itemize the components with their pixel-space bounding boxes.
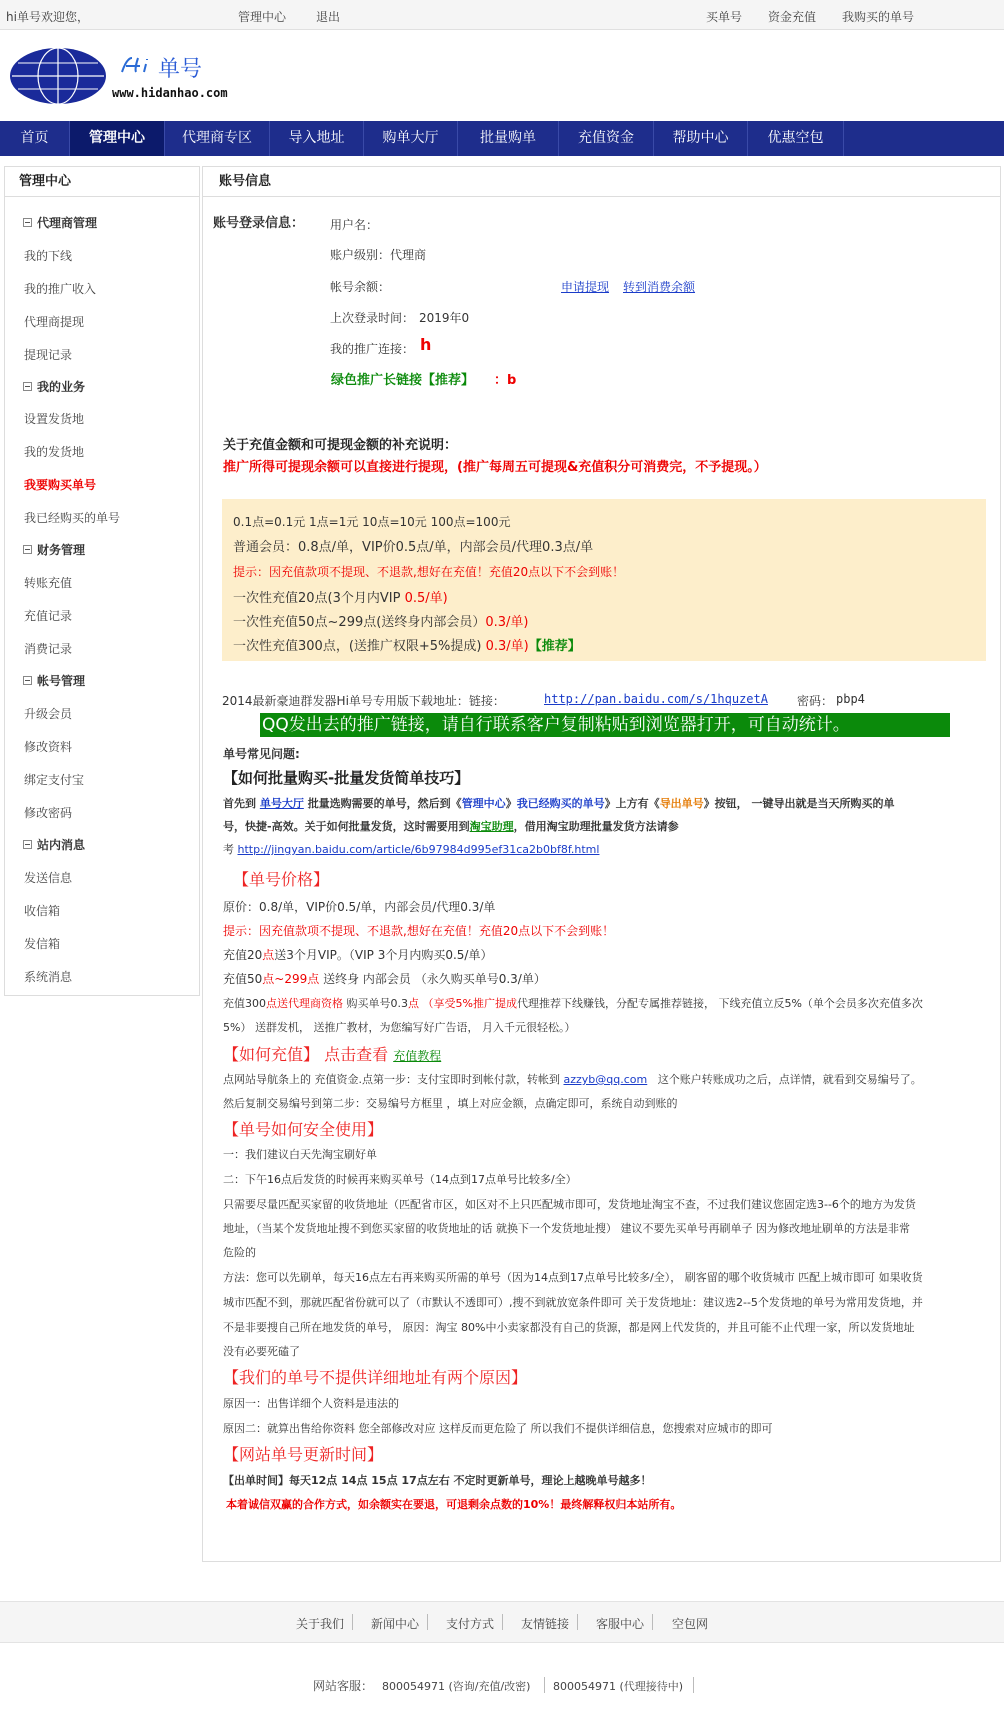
sidebar-group-business[interactable]: 我的业务 [23, 378, 85, 395]
nav-recharge[interactable]: 充值资金 [559, 121, 654, 156]
sidebar-item-promo-income[interactable]: 我的推广收入 [24, 282, 97, 296]
main-title: 账号信息 [203, 167, 1000, 197]
safe-line-1: 一：我们建议白天先淘宝刷好单 [223, 1148, 377, 1161]
safe-line-7: 城市匹配不到，那就匹配省份就可以了（市默认不透即可）,搜不到就放宽条件即可 关于发货地址：建议选2--5个发货地的单号为常用发货地，并 [223, 1296, 923, 1309]
sidebar-item-send-message[interactable]: 发送信息 [24, 871, 73, 885]
tier-20: 一次性充值20点(3个月内VIP 0.5/单) [233, 591, 448, 606]
level-label: 账户级别： [330, 248, 391, 262]
level-value: 代理商 [390, 248, 427, 262]
member-prices: 普通会员：0.8点/单，VIP价0.5点/单，内部会员/代理0.3点/单 [233, 540, 594, 555]
sidebar-item-recharge-record[interactable]: 充值记录 [24, 609, 73, 623]
sidebar [4, 166, 200, 996]
safe-title: 【单号如何安全使用】 [223, 1120, 384, 1139]
nav-bulk-buy[interactable]: 批量购单 [458, 121, 559, 156]
sidebar-group-account[interactable]: 帐号管理 [23, 672, 85, 689]
top-link-logout[interactable]: 退出 [316, 10, 341, 24]
password-value: pbp4 [836, 692, 865, 706]
promo-link-value[interactable]: h [420, 335, 432, 354]
last-login-value: 2019年0 [419, 311, 470, 325]
recharge-title: 【如何充值】 点击查看 充值教程 [223, 1045, 442, 1064]
sidebar-item-buy-number[interactable]: 我要购买单号 [24, 478, 97, 492]
collapse-icon [23, 676, 32, 685]
sidebar-item-system-message[interactable]: 系统消息 [24, 970, 73, 984]
price-line-5: 充值300点送代理商资格 购买单号0.3点 （享受5%推广提成代理推荐下线赚钱，分配专属推荐链接， 下线充值立反5%（单个会员多次充值多次 [223, 997, 923, 1010]
price-title: 【单号价格】 [233, 870, 330, 889]
recharge-line-2: 然后复制交易编号到第二步：交易编号方框里 ，填上对应金额，点确定即可，系统自动到账的 [223, 1097, 678, 1110]
username-label: 用户名： [330, 218, 379, 232]
qq-promo-banner: QQ发出去的推广链接，请自行联系客户复制粘贴到浏览器打开，可自动统计。 [260, 713, 950, 737]
nav-empty-package[interactable]: 优惠空包 [748, 121, 844, 156]
download-link[interactable]: http://pan.baidu.com/s/1hquzetA [544, 692, 768, 706]
sidebar-item-bought-numbers[interactable]: 我已经购买的单号 [24, 511, 121, 525]
howto-line-2: 号，快捷-高效。关于如何批量发货，这时需要用到淘宝助理，借用淘宝助理批量发货方法请参 [223, 820, 679, 833]
recharge-note-red: 推广所得可提现余额可以直接进行提现，(推广每周五可提现&充值积分可消费完，不予提现。） [223, 460, 767, 475]
footer-divider [544, 1677, 545, 1693]
footer-links [0, 1601, 1004, 1643]
alipay-email[interactable]: azzyb@qq.com [563, 1073, 648, 1086]
recharge-line-1: 点网站导航条上的 充值资金.点第一步：支付宝即时到帐付款，转帐到 azzyb@qq.com 这个账户转账成功之后，点详情，就看到交易编号了。 [223, 1073, 922, 1086]
tier-300: 一次性充值300点，(送推广权限+5%提成) 0.3/单)【推荐】 [233, 639, 581, 654]
buy-hall-link[interactable]: 单号大厅 [259, 797, 304, 810]
tier-50: 一次性充值50点~299点(送终身内部会员）0.3/单) [233, 615, 529, 630]
howto-line-3: 考 http://jingyan.baidu.com/article/6b97984d995ef31ca2b0bf8f.html [223, 843, 600, 856]
sidebar-group-messages[interactable]: 站内消息 [23, 836, 85, 853]
transfer-balance-link[interactable]: 转到消费余额 [623, 280, 696, 294]
sidebar-item-edit-profile[interactable]: 修改资料 [24, 740, 73, 754]
sidebar-item-transfer-recharge[interactable]: 转账充值 [24, 576, 73, 590]
sidebar-item-upgrade[interactable]: 升级会员 [24, 707, 73, 721]
sidebar-item-agent-withdraw[interactable]: 代理商提现 [24, 315, 85, 329]
update-line-1: 【出单时间】每天12点 14点 15点 17点左右 不定时更新单号，理论上越晚单号越多！ [223, 1474, 652, 1487]
price-line-2: 提示：因充值款项不提现、不退款,想好在充值！充值20点以下不会到账！ [223, 924, 615, 938]
collapse-icon [23, 840, 32, 849]
nav-buy-hall[interactable]: 购单大厅 [364, 121, 458, 156]
collapse-icon [23, 218, 32, 227]
footer-payment[interactable]: 支付方式 [446, 1617, 495, 1631]
footer-divider [577, 1614, 578, 1630]
site-logo[interactable] [8, 44, 268, 110]
last-login-label: 上次登录时间： [330, 311, 415, 325]
main-panel [202, 166, 1001, 1562]
safe-line-8: 不是非要搜自己所在地发货的单号， 原因：淘宝 80%中小卖家都没有自己的货源，都是网上代发货的，并且可能不止代理一家，所以发货地址 [223, 1321, 915, 1334]
footer-divider [427, 1614, 428, 1630]
footer-news[interactable]: 新闻中心 [371, 1617, 420, 1631]
logo-brand: 单号 [158, 57, 203, 82]
update-title: 【网站单号更新时间】 [223, 1445, 384, 1464]
sidebar-item-set-shipping[interactable]: 设置发货地 [24, 412, 85, 426]
top-link-buy[interactable]: 买单号 [706, 10, 743, 24]
safe-line-2: 二：下午16点后发货的时候再来购买单号（14点到17点单号比较多/全） [223, 1173, 577, 1186]
download-label: 2014最新豪迪群发器Hi单号专用版下载地址：链接： [222, 694, 505, 708]
price-line-3: 充值20点送3个月VIP。（VIP 3个月内购买0.5/单） [223, 948, 493, 962]
why-line-2: 原因二：就算出售给你资料 您全部修改对应 这样反而更危险了 所以我们不提供详细信息，您搜索对应城市的即可 [223, 1422, 773, 1435]
service-label: 网站客服： [313, 1679, 374, 1693]
sidebar-item-inbox[interactable]: 收信箱 [24, 904, 61, 918]
welcome-text: hi单号欢迎您， [6, 10, 89, 24]
footer-empty-package[interactable]: 空包网 [672, 1617, 709, 1631]
safe-line-4: 地址，（当某个发货地址搜不到您买家留的收货地址的话 就换下一个发货地址搜） 建议不要先买单号再刷单子 因为修改地址刷单的方法是非常 [223, 1222, 910, 1235]
price-line-1: 原价：0.8/单，VIP价0.5/单，内部会员/代理0.3/单 [223, 900, 496, 914]
price-line-4: 充值50点~299点 送终身 内部会员 （永久购买单号0.3/单） [223, 972, 546, 986]
sidebar-group-finance[interactable]: 财务管理 [23, 541, 85, 558]
nav-agent-zone[interactable]: 代理商专区 [165, 121, 270, 156]
logo-url: www.hidanhao.com [112, 86, 228, 100]
promo-link-label: 我的推广连接： [330, 342, 415, 356]
footer-about[interactable]: 关于我们 [296, 1617, 345, 1631]
collapse-icon [23, 382, 32, 391]
nav-manage-center[interactable]: 管理中心 [70, 121, 165, 156]
top-link-manage[interactable]: 管理中心 [238, 10, 287, 24]
safe-line-6: 方法：您可以先刷单，每天16点左右再来购买所需的单号（因为14点到17点单号比较多/全）， 刷客留的哪个收货城市 匹配上城市即可 如果收货 [223, 1271, 923, 1284]
recharge-warning: 提示：因充值款项不提现、不退款,想好在充值！充值20点以下不会到账！ [233, 565, 625, 579]
footer-divider [502, 1614, 503, 1630]
login-info-label: 账号登录信息： [213, 216, 305, 231]
hi-script-logo-icon [118, 54, 158, 76]
update-line-2: 本着诚信双赢的合作方式，如余额实在要退，可退剩余点数的10%！最终解释权归本站所有。 [226, 1498, 682, 1511]
sidebar-item-downline[interactable]: 我的下线 [24, 249, 73, 263]
sidebar-item-outbox[interactable]: 发信箱 [24, 937, 61, 951]
howto-line-1: 首先到 单号大厅 批量选购需要的单号，然后到《管理中心》我已经购买的单号》上方有《导出单号》按钮， 一键导出就是当天所购买的单 [223, 797, 895, 810]
top-link-bought[interactable]: 我购买的单号 [842, 10, 915, 24]
recharge-note-title: 关于充值金额和可提现金额的补充说明： [223, 438, 458, 453]
nav-import-address[interactable]: 导入地址 [270, 121, 364, 156]
main-nav [0, 121, 1004, 156]
footer-service[interactable]: 客服中心 [596, 1617, 645, 1631]
footer-divider [352, 1614, 353, 1630]
globe-logo-icon [8, 44, 120, 108]
faq-title: 单号常见问题: [223, 747, 300, 761]
sidebar-title: 管理中心 [5, 167, 199, 197]
service-qq-2[interactable]: 800054971 (代理接待中) [553, 1680, 684, 1693]
nav-home[interactable]: 首页 [0, 121, 70, 156]
recharge-tutorial-link[interactable]: 充值教程 [393, 1049, 442, 1063]
why-title: 【我们的单号不提供详细地址有两个原因】 [223, 1368, 528, 1387]
top-bar [0, 0, 1004, 30]
why-line-1: 原因一：出售详细个人资料是违法的 [223, 1397, 399, 1410]
green-promo-value[interactable]: ：b [494, 373, 517, 388]
collapse-icon [23, 545, 32, 554]
price-line-6: 5%） 送群发机， 送推广教材，为您编写好广告语， 月入千元很轻松。） [223, 1021, 576, 1034]
sidebar-item-consume-record[interactable]: 消费记录 [24, 642, 73, 656]
service-qq-1[interactable]: 800054971 (咨询/充值/改密) [382, 1680, 531, 1693]
nav-help[interactable]: 帮助中心 [654, 121, 748, 156]
safe-line-5: 危险的 [223, 1246, 256, 1259]
taobao-assistant-link[interactable]: 淘宝助理 [469, 820, 514, 833]
withdraw-link[interactable]: 申请提现 [561, 280, 610, 294]
sidebar-group-agent[interactable]: 代理商管理 [23, 214, 97, 231]
jingyan-link[interactable]: http://jingyan.baidu.com/article/6b97984d995ef31ca2b0bf8f.html [237, 843, 600, 856]
safe-line-9: 没有必要死磕了 [223, 1345, 300, 1358]
howto-title: 【如何批量购买-批量发货简单技巧】 [223, 769, 470, 787]
password-label: 密码： [797, 694, 834, 708]
green-promo-label: 绿色推广长链接【推荐】 [331, 373, 475, 388]
safe-line-3: 只需要尽量匹配买家留的收货地址（匹配省市区，如区对不上只匹配城市即可，发货地址淘宝不查，不过我们建议您固定选3--6个的地方为发货 [223, 1198, 916, 1211]
footer-divider [693, 1677, 694, 1693]
sidebar-item-bind-alipay[interactable]: 绑定支付宝 [24, 773, 85, 787]
balance-label: 帐号余额： [330, 280, 391, 294]
footer-friend-links[interactable]: 友情链接 [521, 1617, 570, 1631]
point-rate: 0.1点=0.1元 1点=1元 10点=10元 100点=100元 [233, 515, 511, 529]
sidebar-item-withdraw-record[interactable]: 提现记录 [24, 348, 73, 362]
top-link-recharge[interactable]: 资金充值 [768, 10, 817, 24]
sidebar-item-change-password[interactable]: 修改密码 [24, 806, 73, 820]
footer-divider [652, 1614, 653, 1630]
sidebar-item-my-shipping[interactable]: 我的发货地 [24, 445, 85, 459]
